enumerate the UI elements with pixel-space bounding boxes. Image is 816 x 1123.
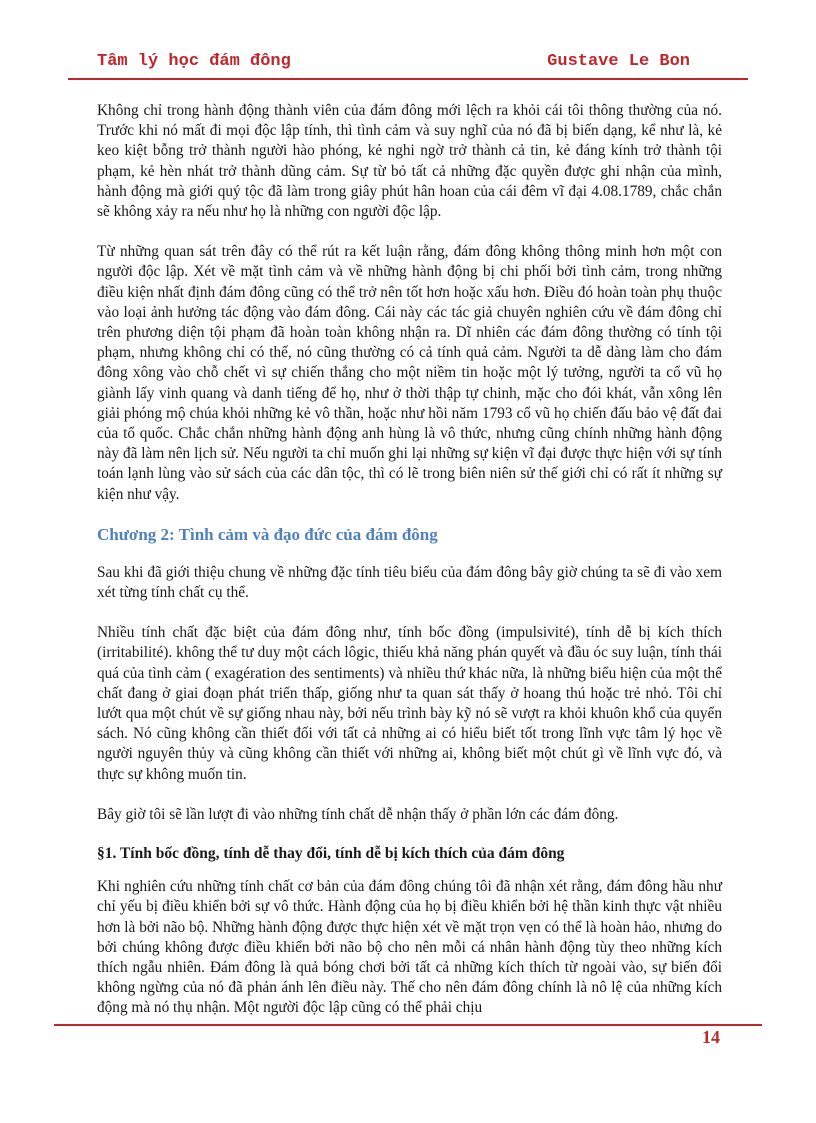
page-number: 14 (702, 1027, 720, 1047)
body-paragraph: Sau khi đã giới thiệu chung về những đặc tính tiêu biểu của đám đông bây giờ chúng ta sẽ đi vào xem xét từng tính chất cụ thể. (97, 563, 722, 602)
page-header (68, 50, 748, 78)
header-divider (68, 78, 748, 80)
body-paragraph: Bây giờ tôi sẽ lần lượt đi vào những tính chất dễ nhận thấy ở phần lớn các đám đông. (97, 805, 619, 823)
section-heading: §1. Tính bốc đồng, tính dễ thay đổi, tính dễ bị kích thích của đám đông (97, 845, 565, 863)
footer-divider (54, 1024, 762, 1026)
body-paragraph: Nhiều tính chất đặc biệt của đám đông như, tính bốc đồng (impulsivité), tính dễ bị kích thích (irritabilité). không thể tư duy một cách lôgic, thiếu khả năng phán quyết và đầu óc suy luận, tính thái quá của tình cảm ( exagération des sentiments) và nhiều thứ khác nữa, là những biểu hiện của một thể chất đang ở giai đoạn phát triển thấp, giống như ta quan sát thấy ở hoang thú hoặc trẻ nhỏ. Tôi chỉ lướt qua một chút về sự giống nhau này, bởi nếu trình bày kỹ nó sẽ vượt ra khỏi khuôn khổ của quyển sách. Nó cũng không cần thiết đối với tất cả những ai có hiểu biết tốt trong lĩnh vực tâm lý học về người nguyên thủy và cũng không cần thiết với những ai, không biết một chút gì về lĩnh vực đó, và thực sự không muốn tin. (97, 624, 722, 783)
body-paragraph: Từ những quan sát trên đây có thể rút ra kết luận rằng, đám đông không thông minh hơn một con người độc lập. Xét về mặt tình cảm và về những hành động bị chi phối bởi tình cảm, trong những điều kiện nhất định đám đông cũng có thể trở nên tốt hơn hoặc xấu hơn. Điều đó hoàn toàn phụ thuộc vào loại ảnh hưởng tác động vào đám đông. Cái này các tác giả chuyên nghiên cứu về đám đông chỉ trên phương diện tội phạm đã hoàn toàn không nhận ra. Dĩ nhiên các đám đông thường có tính tội phạm, nhưng không chỉ có thế, nó cũng thường có cả tính quả cảm. Người ta dễ dàng làm cho đám đông xông vào chỗ chết vì sự chiến thắng cho một niềm tin hoặc một lý tưởng, người ta cổ vũ họ giành lấy vinh quang và danh tiếng để họ, như ở thời thập tự chinh, mặc cho đói khát, vẫn xông lên giải phóng mộ chúa khỏi những kẻ vô thần, hoặc như hồi năm 1793 cổ vũ họ chiến đấu bảo vệ đất đai của tổ quốc. Chắc chắn những hành động anh hùng là vô thức, nhưng cũng chính những hành động này đã làm nên lịch sử. Nếu người ta chỉ muốn ghi lại những sự kiện vĩ đại được thực hiện với sự tính toán lạnh lùng vào sử sách của các dân tộc, thì có lẽ trong biên niên sử thế giới chỉ có rất ít những sự kiện như vậy. (97, 243, 722, 503)
book-title: Tâm lý học đám đông (97, 52, 291, 71)
chapter-heading: Chương 2: Tình cảm và đạo đức của đám đông (97, 524, 438, 544)
body-paragraph: Không chỉ trong hành động thành viên của đám đông mới lệch ra khỏi cái tôi thông thường của nó. Trước khi nó mất đi mọi độc lập tính, thì tình cảm và suy nghĩ của nó đã bị biến dạng, kể như là, kẻ keo kiệt bỗng trở thành người hào phóng, kẻ nghi ngờ trở thành cả tin, kẻ đáng kính trở thành tội phạm, kẻ hèn nhát trở thành dũng cảm. Sự từ bỏ tất cả những đặc quyền được ghi nhận của mình, hành động mà giới quý tộc đã làm trong giây phút hân hoan của cái đêm vĩ đại 4.08.1789, chắc chắn sẽ không xảy ra nếu như họ là những con người độc lập. (97, 102, 722, 221)
body-paragraph: Khi nghiên cứu những tính chất cơ bản của đám đông chúng tôi đã nhận xét rằng, đám đông hầu như chỉ yếu bị điều khiển bởi sự vô thức. Hành động của họ bị điều khiển bởi hệ thần kinh thực vật nhiều hơn là bởi não bộ. Những hành động được thực hiện xét về mặt trọn vẹn có thể là hoàn hảo, nhưng do bởi chúng không được điều khiển bởi não bộ cho nên mỗi cá nhân hành động tùy theo những kích thích ngẫu nhiên. Đám đông là quả bóng chơi bởi tất cả những kích thích từ ngoài vào, sự biến đổi không ngừng của nó đã phản ánh lên điều này. Thế cho nên đám đông chính là nô lệ của những kích động mà nó thụ nhận. Một người độc lập cũng có thể phải chịu (97, 878, 722, 1017)
page-content (97, 101, 722, 1039)
book-author: Gustave Le Bon (547, 52, 690, 71)
